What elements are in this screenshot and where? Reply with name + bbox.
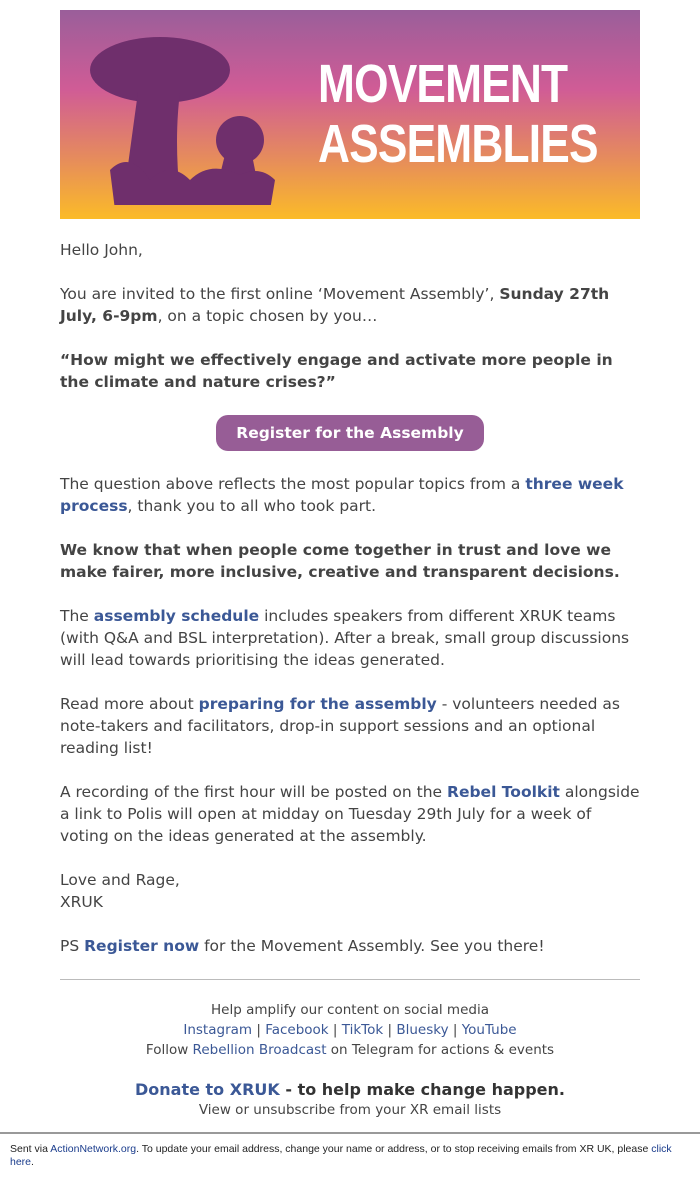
text: includes speakers from different XRUK teams (with Q&A and BSL interpretation). After a break, small group discussions will lead towards prioritising the ideas generated. <box>60 607 630 669</box>
facebook-link[interactable]: Facebook <box>265 1022 329 1038</box>
three-week-process-link[interactable]: three week process <box>60 475 624 515</box>
banner-title <box>318 54 598 174</box>
unsubscribe-link[interactable]: View or unsubscribe from your XR email lists <box>198 1102 502 1118</box>
banner-title-line1: MOVEMENT <box>318 54 568 114</box>
actionnetwork-footer <box>0 1132 700 1178</box>
text: , thank you to all who took part. <box>127 497 377 515</box>
text: The question above reflects the most popular topics from a <box>60 475 526 493</box>
question <box>60 349 640 393</box>
separator: | <box>328 1022 342 1038</box>
signoff <box>60 869 640 913</box>
banner-title-line2: ASSEMBLIES <box>318 114 598 174</box>
ps-paragraph <box>60 935 640 957</box>
question-text: “How might we effectively engage and activate more people in the climate and nature crises?” <box>60 351 613 391</box>
text: - volunteers needed as note-takers and facilitators, drop-in support sessions and an optional reading list! <box>60 695 620 757</box>
header-banner <box>60 10 640 219</box>
text: alongside a link to Polis will open at midday on Tuesday 29th July for a week of voting on the ideas generated at the assembly. <box>60 783 640 845</box>
bluesky-link[interactable]: Bluesky <box>396 1022 449 1038</box>
text: A recording of the first hour will be posted on the <box>60 783 448 801</box>
text: Read more about <box>60 695 199 713</box>
signoff-name: XRUK <box>60 893 103 911</box>
event-date: Sunday 27th July, 6-9pm <box>60 285 610 325</box>
email-body <box>60 0 640 1120</box>
telegram-line <box>60 1040 640 1060</box>
schedule-paragraph <box>60 605 640 671</box>
text: on Telegram for actions & events <box>326 1042 555 1058</box>
text: The <box>60 607 94 625</box>
footer <box>60 1000 640 1120</box>
prepare-paragraph <box>60 693 640 759</box>
register-now-link[interactable]: Register now <box>84 937 200 955</box>
text: . <box>31 1156 34 1168</box>
rebellion-broadcast-link[interactable]: Rebellion Broadcast <box>192 1042 327 1058</box>
greeting: Hello John, <box>60 241 143 259</box>
donate-line <box>60 1080 640 1100</box>
text: for the Movement Assembly. See you there! <box>199 937 545 955</box>
text: Follow <box>145 1042 193 1058</box>
tiktok-link[interactable]: TikTok <box>341 1022 384 1038</box>
actionnetwork-link[interactable]: ActionNetwork.org <box>50 1143 137 1155</box>
preparing-link[interactable]: preparing for the assembly <box>198 695 437 713</box>
text: , on a topic chosen by you… <box>157 307 378 325</box>
instagram-link[interactable]: Instagram <box>183 1022 253 1038</box>
youtube-link[interactable]: YouTube <box>461 1022 517 1038</box>
text: You are invited to the first online ‘Movement Assembly’, <box>60 285 500 303</box>
signoff-line: Love and Rage, <box>60 871 180 889</box>
text: PS <box>60 937 85 955</box>
separator: | <box>383 1022 397 1038</box>
divider <box>60 979 640 980</box>
question-paragraph <box>60 473 640 517</box>
text: Sent via <box>10 1143 51 1155</box>
click-here-link[interactable]: click here <box>10 1143 672 1168</box>
social-links <box>60 1020 640 1040</box>
intro-paragraph <box>60 283 640 327</box>
separator: | <box>252 1022 266 1038</box>
mushroom-illustration-icon <box>90 30 280 205</box>
values-paragraph <box>60 539 640 583</box>
recording-paragraph <box>60 781 640 847</box>
separator: | <box>448 1022 462 1038</box>
text: - to help make change happen. <box>279 1080 565 1099</box>
donate-link[interactable]: Donate to XRUK <box>135 1080 280 1099</box>
text: . To update your email address, change your name or address, or to stop receiving emails from XR UK, please <box>136 1143 652 1155</box>
assembly-schedule-link[interactable]: assembly schedule <box>93 607 260 625</box>
social-heading: Help amplify our content on social media <box>211 1002 489 1018</box>
rebel-toolkit-link[interactable]: Rebel Toolkit <box>447 783 560 801</box>
values-text: We know that when people come together in trust and love we make fairer, more inclusive, creative and transparent decisions. <box>60 541 620 581</box>
register-button[interactable]: Register for the Assembly <box>216 415 483 451</box>
